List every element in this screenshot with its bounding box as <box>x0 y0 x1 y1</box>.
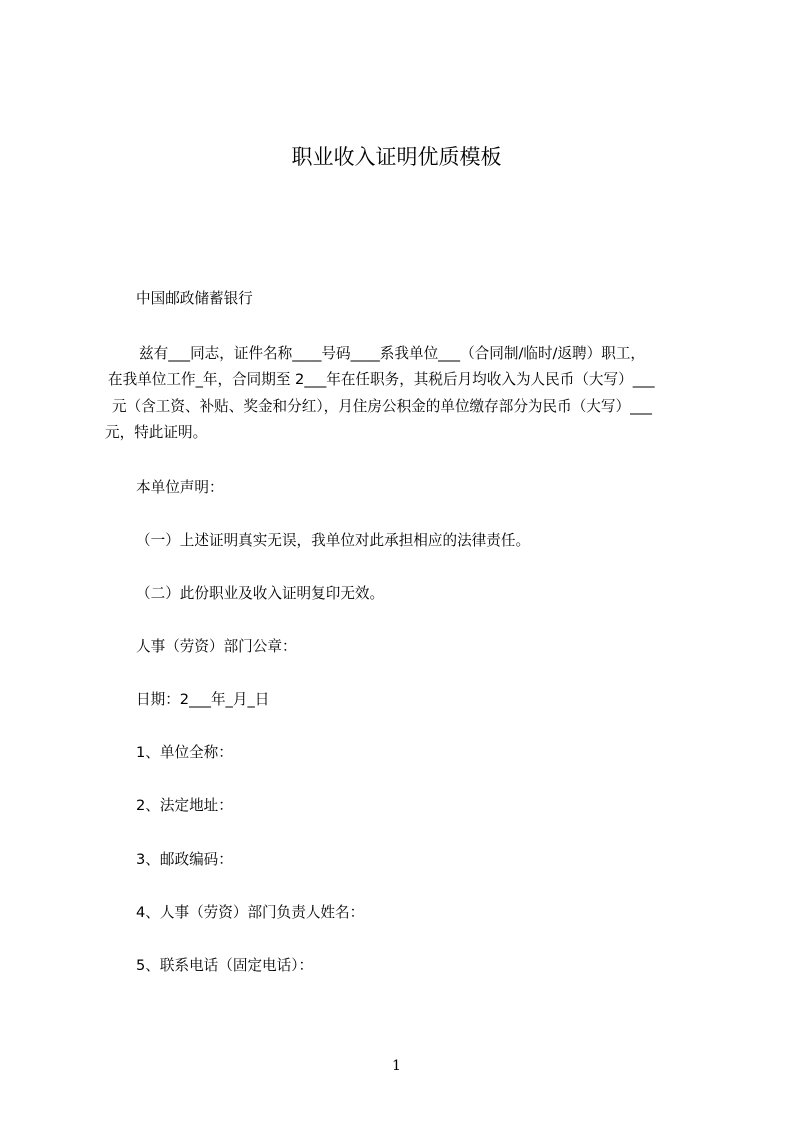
declaration-heading: 本单位声明： <box>136 479 224 496</box>
declaration-item-1: （一）上述证明真实无误，我单位对此承担相应的法律责任。 <box>136 532 531 549</box>
document-title: 职业收入证明优质模板 <box>291 145 502 169</box>
body-line-3: 元（含工资、补贴、奖金和分红），月住房公积金的单位缴存部分为民币（大写）___ <box>112 398 652 415</box>
declaration-item-2: （二）此份职业及收入证明复印无效。 <box>136 585 385 602</box>
recipient-line: 中国邮政储蓄银行 <box>136 290 253 307</box>
date-label: 日期：2___年_月_日 <box>136 691 270 708</box>
info-item-hr-contact-name: 4、人事（劳资）部门负责人姓名： <box>136 904 365 921</box>
page-number: 1 <box>392 1058 401 1074</box>
info-item-legal-address: 2、法定地址： <box>136 797 233 814</box>
info-item-company-name: 1、单位全称： <box>136 744 233 761</box>
info-item-postal-code: 3、邮政编码： <box>136 851 233 868</box>
body-line-4: 元，特此证明。 <box>105 424 208 441</box>
info-item-phone: 5、联系电话（固定电话）： <box>136 957 314 974</box>
seal-label: 人事（劳资）部门公章： <box>136 638 297 655</box>
body-line-2: 在我单位工作_年，合同期至 2___年在任职务，其税后月均收入为人民币（大写）___ <box>108 371 655 388</box>
body-line-1: 兹有___同志，证件名称____号码____系我单位___（合同制/临时/返聘）职工， <box>139 345 646 362</box>
